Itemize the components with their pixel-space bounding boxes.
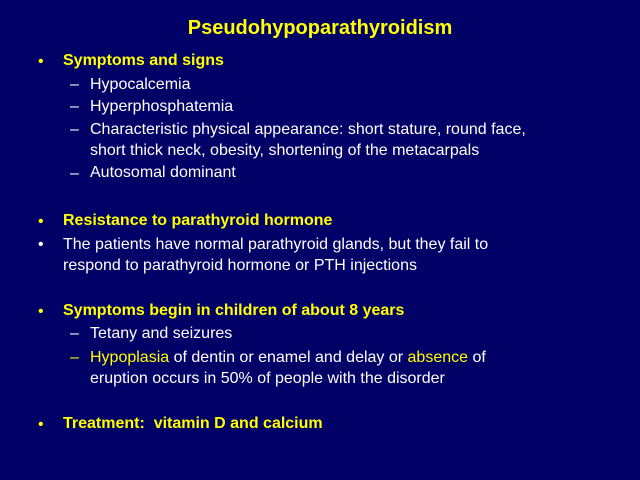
section-heading-onset: Symptoms begin in children of about 8 years xyxy=(63,302,405,319)
slide-title: Pseudohypoparathyroidism xyxy=(187,17,453,39)
body-text-line1: The patients have normal parathyroid glands, but they fail to xyxy=(63,236,489,253)
list-item-hypocalcemia: Hypocalcemia xyxy=(90,76,191,93)
text-segment: of xyxy=(468,349,486,366)
dash-icon: – xyxy=(70,121,79,138)
list-item-hypoplasia-line1 xyxy=(90,347,486,368)
bullet-icon: • xyxy=(38,416,44,433)
highlight-hypoplasia: Hypoplasia xyxy=(90,349,170,366)
bullet-icon: • xyxy=(38,236,44,253)
bullet-icon: • xyxy=(38,53,44,70)
list-item-tetany: Tetany and seizures xyxy=(90,325,233,342)
list-item-physical-appearance-line1: Characteristic physical appearance: short stature, round face, xyxy=(90,121,526,138)
highlight-absence: absence xyxy=(407,349,469,366)
list-item-hypoplasia-line2: eruption occurs in 50% of people with the disorder xyxy=(90,370,445,387)
body-text-line2: respond to parathyroid hormone or PTH injections xyxy=(63,257,417,274)
dash-icon: – xyxy=(70,165,79,182)
dash-icon: – xyxy=(70,349,79,366)
section-heading-treatment: Treatment: vitamin D and calcium xyxy=(63,415,323,432)
dash-icon: – xyxy=(70,98,79,115)
list-item-physical-appearance-line2: short thick neck, obesity, shortening of the metacarpals xyxy=(90,142,480,159)
section-heading-symptoms: Symptoms and signs xyxy=(63,52,224,69)
section-heading-resistance: Resistance to parathyroid hormone xyxy=(63,212,333,229)
dash-icon: – xyxy=(70,325,79,342)
dash-icon: – xyxy=(70,76,79,93)
bullet-icon: • xyxy=(38,213,44,230)
list-item-hyperphosphatemia: Hyperphosphatemia xyxy=(90,98,234,115)
list-item-autosomal-dominant: Autosomal dominant xyxy=(90,164,236,181)
bullet-icon: • xyxy=(38,303,44,320)
text-segment: of dentin or enamel and delay or xyxy=(169,349,408,366)
